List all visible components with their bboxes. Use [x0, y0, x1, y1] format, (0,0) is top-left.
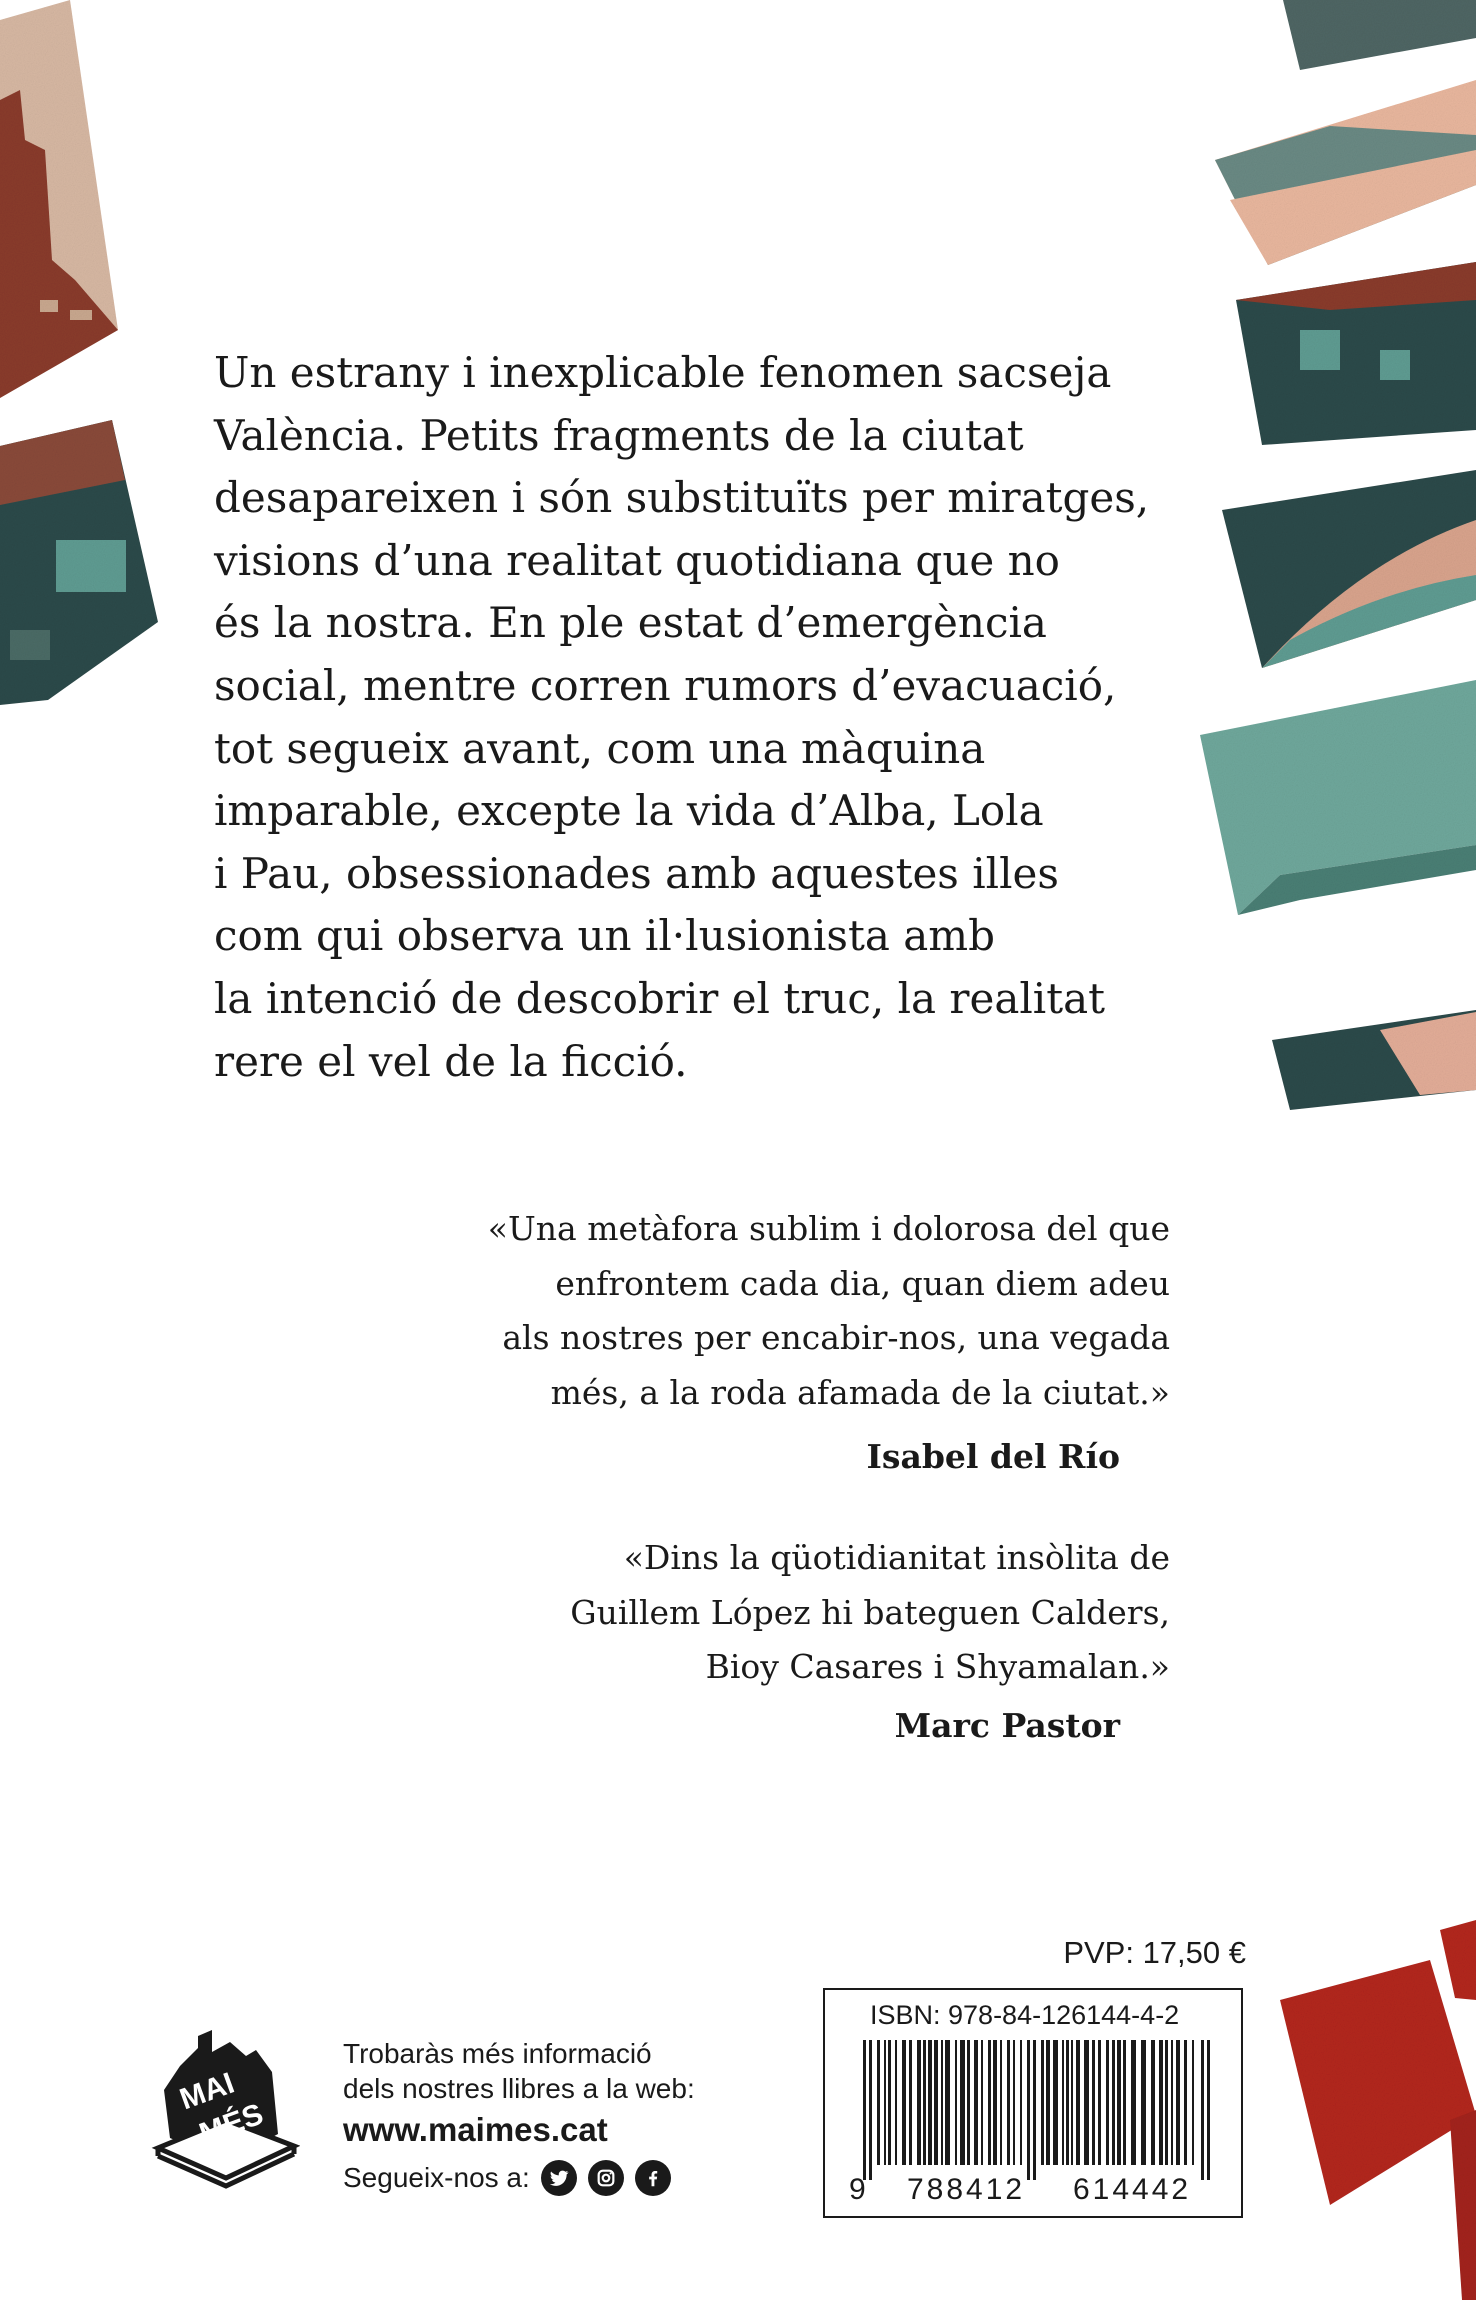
logo-text-top: MAI [175, 2066, 239, 2117]
synopsis-line: desapareixen i són substituïts per miratges, [214, 473, 1150, 523]
barcode-box [823, 1988, 1243, 2218]
ean-digits-left: 788412 [907, 2173, 1026, 2206]
quote-line: més, a la roda afamada de la ciutat.» [550, 1372, 1170, 1412]
quote-author-1: Isabel del Río [866, 1437, 1120, 1476]
instagram-icon[interactable] [588, 2160, 624, 2196]
website-link[interactable]: www.maimes.cat [343, 2111, 608, 2148]
follow-row [343, 2160, 695, 2196]
right-collage-fragment-5 [1200, 680, 1476, 915]
follow-label: Segueix-nos a: [343, 2162, 530, 2193]
synopsis-line: visions d’una realitat quotidiana que no [214, 535, 1060, 585]
quote-line: enfrontem cada dia, quan diem adeu [555, 1263, 1170, 1303]
info-line-2: dels nostres llibres a la web: [343, 2073, 695, 2104]
right-collage-fragment-4 [1222, 470, 1476, 668]
synopsis-line: rere el vel de la ficció. [214, 1036, 688, 1086]
info-line-1: Trobaràs més informació [343, 2038, 652, 2069]
price-label: PVP: 17,50 € [1063, 1935, 1246, 1970]
barcode-bars [845, 2040, 1230, 2180]
synopsis-line: València. Petits fragments de la ciutat [214, 410, 1024, 460]
synopsis-line: i Pau, obsessionades amb aquestes illes [214, 848, 1059, 898]
quote-line: «Dins la qüotidianitat insòlita de [623, 1538, 1170, 1577]
synopsis-line: imparable, excepte la vida d’Alba, Lola [214, 786, 1044, 836]
right-collage-fragment-6 [1272, 1010, 1476, 1110]
facebook-icon[interactable] [635, 2160, 671, 2196]
publisher-logo [150, 2022, 300, 2192]
synopsis-line: Un estrany i inexplicable fenomen sacseja [214, 348, 1112, 397]
ean-digits-right: 614442 [1073, 2173, 1192, 2206]
quote-line: «Una metàfora sublim i dolorosa del que [487, 1209, 1170, 1248]
synopsis-line: social, mentre corren rumors d’evacuació, [214, 660, 1117, 710]
ean-digit-first: 9 [849, 2173, 866, 2206]
publisher-info [343, 2036, 695, 2196]
twitter-icon[interactable] [541, 2160, 577, 2196]
right-collage-fragment-1 [1283, 0, 1476, 70]
review-quote-1 [350, 1202, 1170, 1420]
right-collage-fragment-3 [1236, 262, 1476, 445]
logo-text-bottom: MÉS [195, 2097, 268, 2151]
right-collage-fragment-2 [1215, 80, 1476, 265]
right-collage-fragment-7 [1280, 1920, 1476, 2300]
quote-line: als nostres per encabir-nos, una vegada [502, 1318, 1170, 1357]
quote-line: Guillem López hi bateguen Calders, [570, 1592, 1170, 1632]
left-collage-fragment-top [0, 0, 118, 398]
synopsis-text [214, 342, 1150, 1093]
synopsis-line: com qui observa un il·lusionista amb [214, 911, 995, 961]
isbn-text: ISBN: 978-84-126144-4-2 [870, 2000, 1180, 2030]
review-quote-2 [350, 1531, 1170, 1695]
synopsis-line: la intenció de descobrir el truc, la realitat [214, 973, 1106, 1023]
synopsis-line: és la nostra. En ple estat d’emergència [214, 598, 1047, 648]
quote-line: Bioy Casares i Shyamalan.» [705, 1647, 1170, 1686]
synopsis-line: tot segueix avant, com una màquina [214, 723, 986, 773]
left-collage-fragment-middle [0, 420, 158, 705]
quote-author-2: Marc Pastor [894, 1706, 1120, 1745]
